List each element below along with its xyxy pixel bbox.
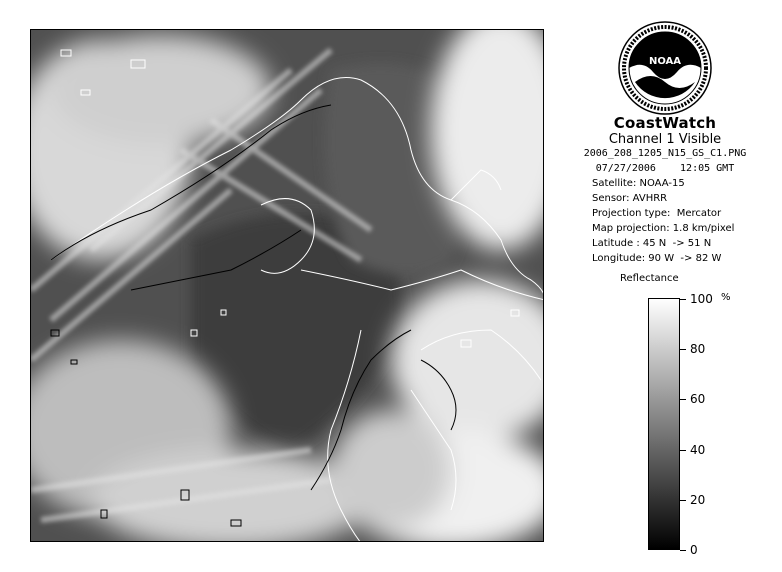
longitude-label: Longitude: 90 W -> 82 W xyxy=(592,253,722,264)
colorbar-tick-label: 80 xyxy=(690,342,706,357)
latitude-label: Latitude : 45 N -> 51 N xyxy=(592,238,712,249)
colorbar-tick-label: 100 xyxy=(690,292,713,306)
filename-label: 2006_208_1205_N15_GS_C1.PNG xyxy=(583,148,747,159)
colorbar-tick-label: 40 xyxy=(690,442,706,457)
satellite-image-svg xyxy=(31,30,544,542)
colorbar-tick xyxy=(680,349,686,350)
projection-type-label: Projection type: Mercator xyxy=(592,208,722,219)
colorbar-tick xyxy=(680,550,686,551)
colorbar-tick xyxy=(680,299,686,300)
map-projection-label: Map projection: 1.8 km/pixel xyxy=(592,223,735,234)
channel-subtitle: Channel 1 Visible xyxy=(608,132,722,147)
colorbar-tick-label: 60 xyxy=(690,392,706,407)
colorbar xyxy=(648,298,680,550)
colorbar-tick-label: 20 xyxy=(690,492,706,507)
colorbar-tick xyxy=(680,500,686,501)
colorbar-tick xyxy=(680,399,686,400)
sensor-label: Sensor: AVHRR xyxy=(592,193,668,204)
product-title: CoastWatch xyxy=(613,114,717,132)
satellite-label: Satellite: NOAA-15 xyxy=(592,178,685,189)
colorbar-tick-label: 0 xyxy=(690,543,698,557)
datetime-label: 07/27/2006 12:05 GMT xyxy=(595,163,735,174)
satellite-image xyxy=(30,29,544,542)
noaa-logo-icon xyxy=(617,20,713,116)
colorbar-label: Reflectance xyxy=(620,273,679,284)
noaa-logo-text: NOAA xyxy=(648,56,682,67)
colorbar-unit: % xyxy=(721,292,731,303)
info-panel xyxy=(560,20,770,560)
colorbar-tick xyxy=(680,450,686,451)
